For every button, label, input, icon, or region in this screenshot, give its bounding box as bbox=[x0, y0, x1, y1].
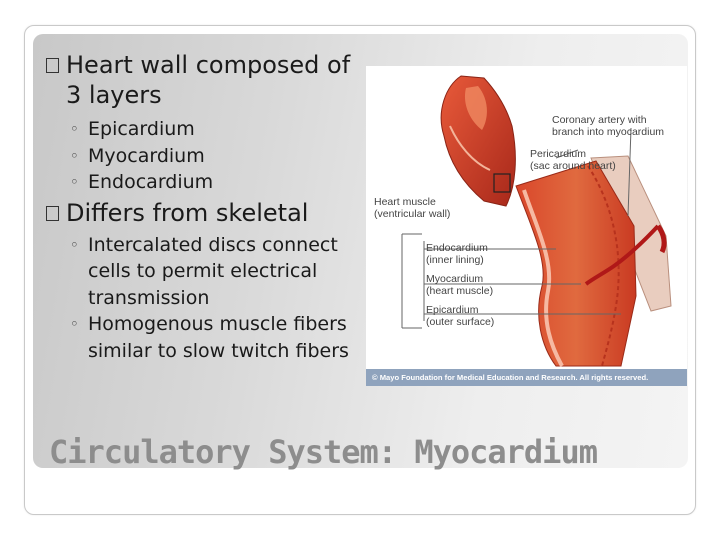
label-pericardium: Pericardium (sac around heart) bbox=[530, 148, 616, 172]
ring-bullet-icon: ◦ bbox=[70, 235, 79, 254]
bullet-differs: Differs from skeletal bbox=[46, 198, 356, 228]
sub-bullet-intercalated: ◦ Intercalated discs connect cells to permit electrical transmission bbox=[70, 233, 338, 309]
figure-copyright: © Mayo Foundation for Medical Education and Research. All rights reserved. bbox=[366, 369, 687, 386]
sub-bullet-homogenous: ◦ Homogenous muscle fibers similar to slow twitch fibers bbox=[70, 313, 349, 362]
label-endocardium: Endocardium (inner lining) bbox=[426, 242, 488, 266]
bullet-list bbox=[46, 50, 356, 364]
ring-bullet-icon: ◦ bbox=[70, 146, 79, 165]
bullet-heart-wall: Heart wall composed of 3 layers bbox=[46, 50, 356, 110]
label-coronary-artery: Coronary artery with branch into myocardium bbox=[552, 114, 665, 138]
label-epicardium: Epicardium (outer surface) bbox=[426, 304, 495, 328]
heart-wall-figure bbox=[366, 66, 687, 386]
ring-bullet-icon: ◦ bbox=[70, 315, 79, 333]
label-myocardium: Myocardium (heart muscle) bbox=[426, 273, 494, 297]
bullet-box-icon bbox=[46, 58, 59, 73]
sub-bullet-epicardium: ◦ Epicardium bbox=[46, 116, 356, 143]
ring-bullet-icon: ◦ bbox=[70, 173, 79, 191]
label-heart-muscle: Heart muscle (ventricular wall) bbox=[374, 196, 451, 220]
bullet-box-icon bbox=[46, 206, 59, 221]
sub-bullet-endocardium: ◦ Endocardium bbox=[46, 169, 356, 196]
ring-bullet-icon: ◦ bbox=[70, 120, 79, 138]
slide-title: Circulatory System: Myocardium bbox=[49, 433, 597, 471]
sub-bullet-myocardium: ◦ Myocardium bbox=[46, 143, 356, 170]
